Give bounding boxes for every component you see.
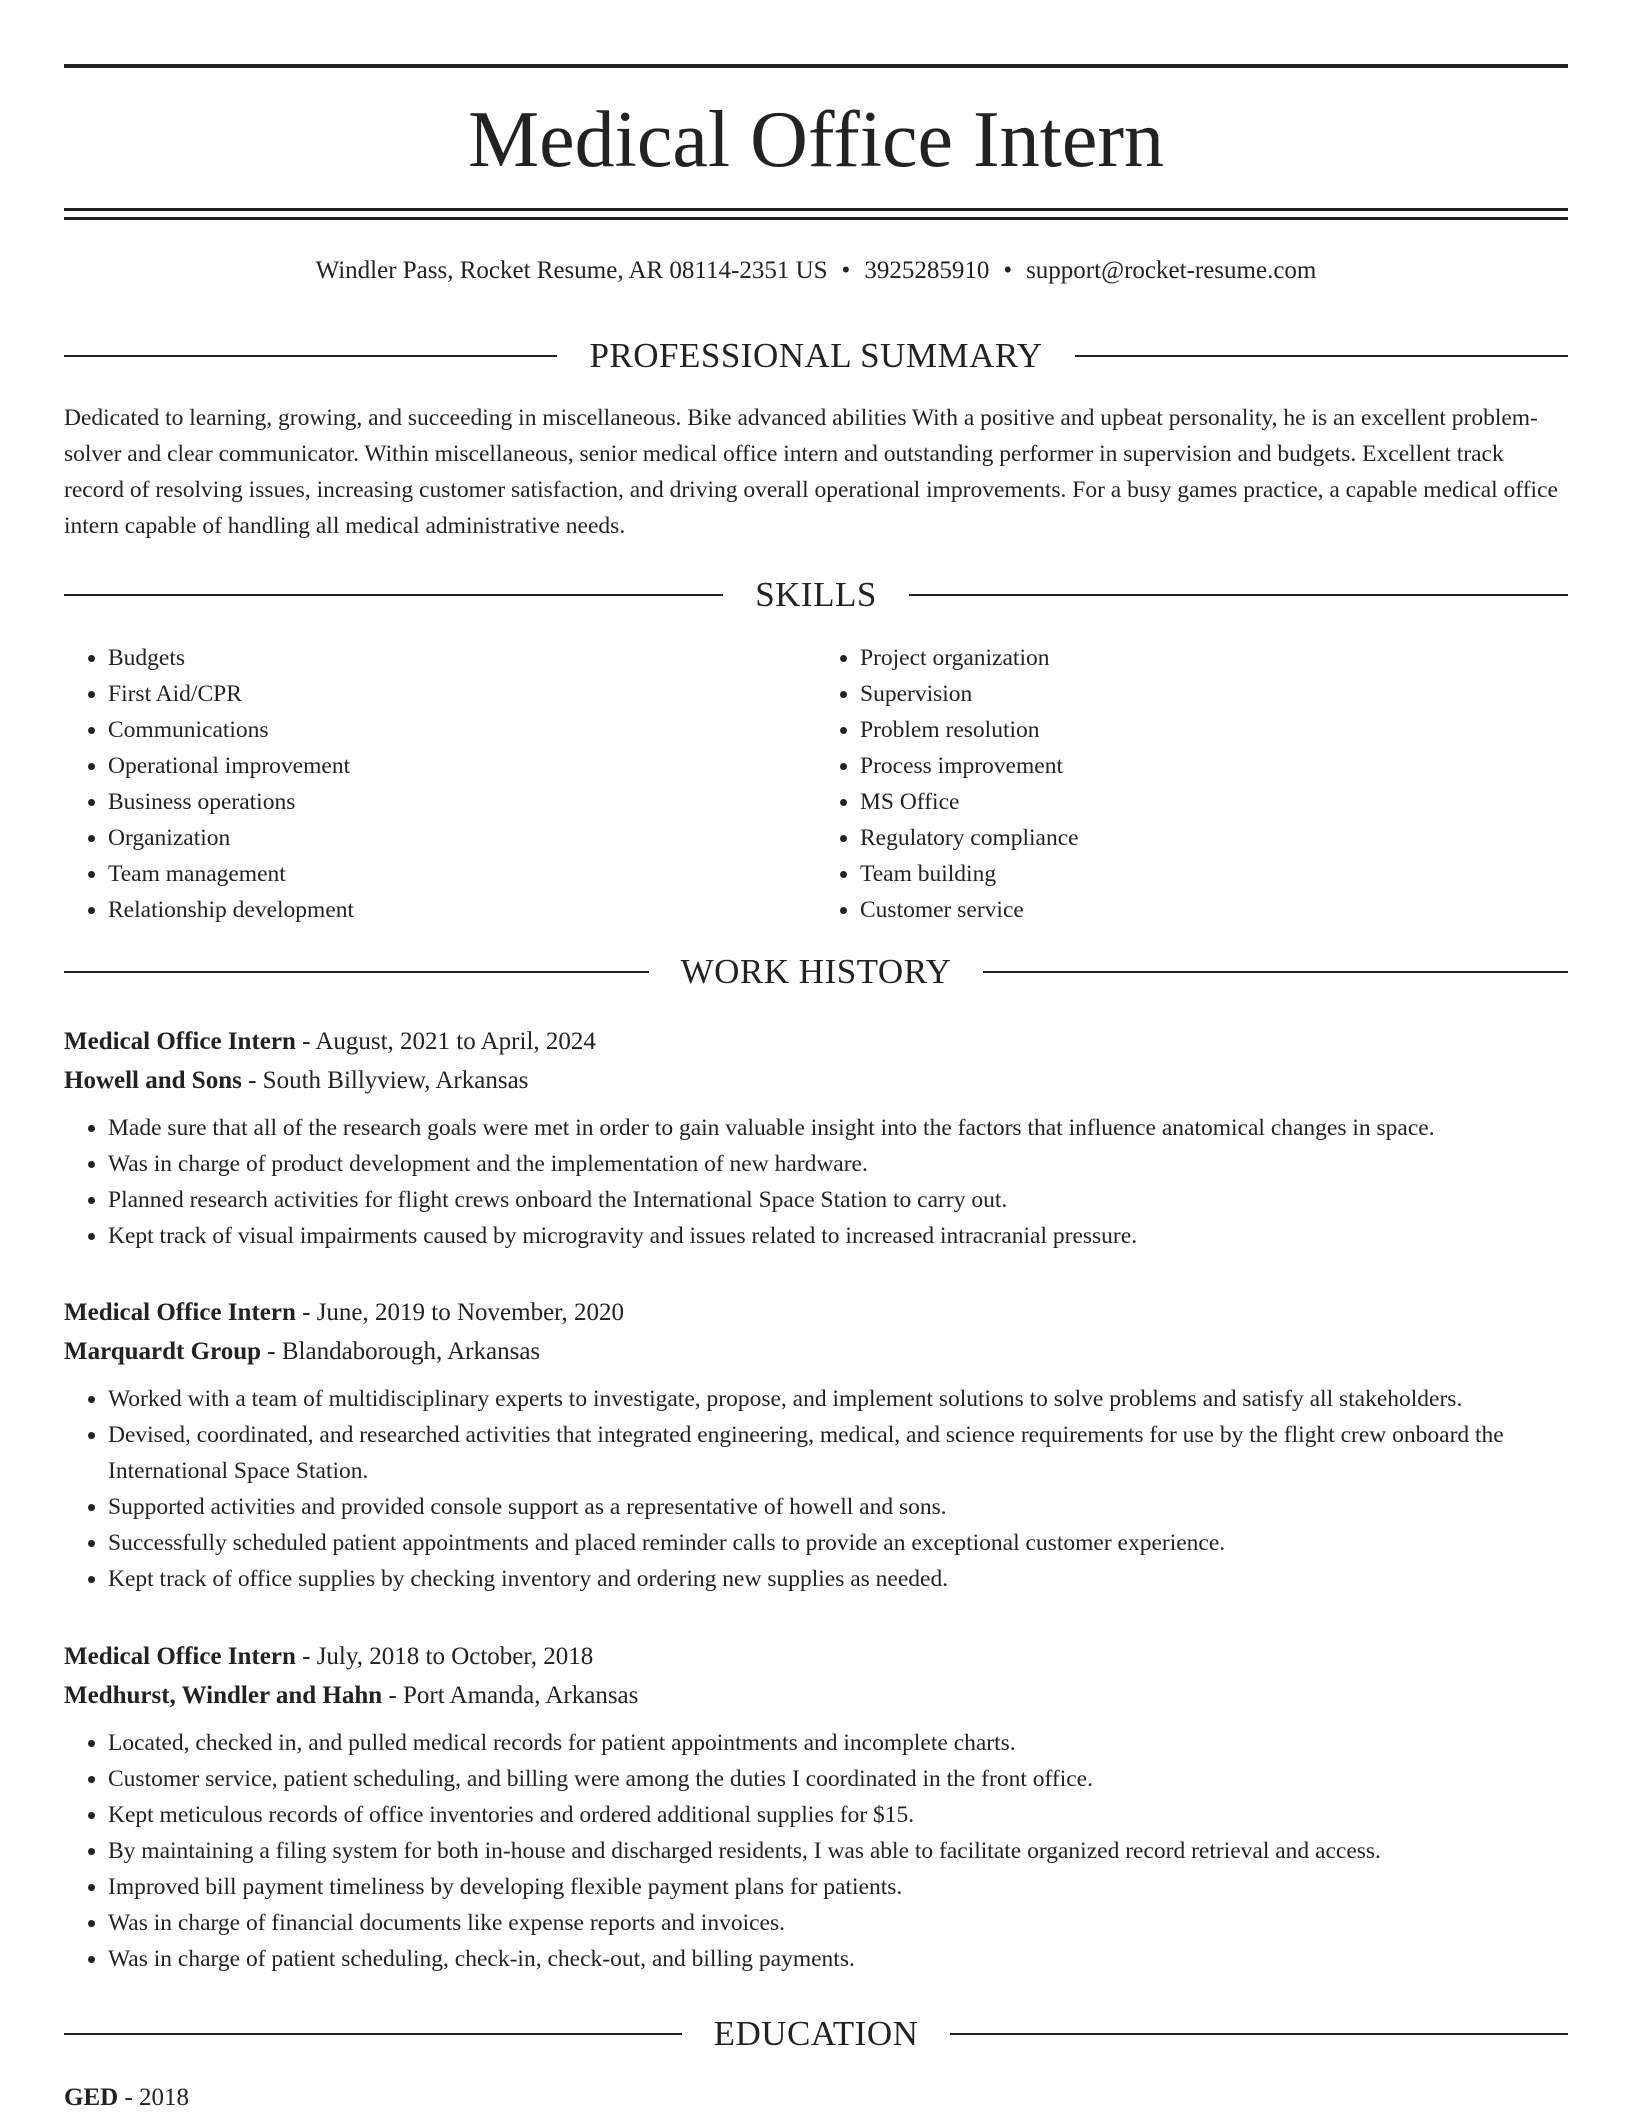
job-bullet: • Customer service, patient scheduling, and billing were among the duties I coordinated in the front office.	[108, 1761, 1568, 1797]
skill-item: • Customer service	[860, 892, 1568, 928]
job-bullet: • Supported activities and provided console support as a representative of howell and sons.	[108, 1489, 1568, 1525]
contact-email[interactable]: support@rocket-resume.com	[1026, 257, 1317, 284]
education-year: - 2018	[118, 2084, 190, 2111]
job-bullets	[64, 1110, 1568, 1254]
job-title-line	[64, 1637, 1568, 1676]
skill-item: • Team building	[860, 856, 1568, 892]
skill-item: • Communications	[108, 712, 816, 748]
job-company-line	[64, 1061, 1568, 1100]
contact-line	[64, 254, 1568, 288]
top-rule	[64, 64, 1568, 68]
education-degree: GED	[64, 2084, 119, 2111]
job-company-line	[64, 1676, 1568, 1715]
skill-item: • Business operations	[108, 784, 816, 820]
contact-separator: •	[841, 257, 851, 284]
job-entry	[64, 1022, 1568, 1254]
skill-item: • MS Office	[860, 784, 1568, 820]
section-title: SKILLS	[755, 575, 877, 614]
skill-item: • Relationship development	[108, 892, 816, 928]
job-bullet: • Was in charge of product development and the implementation of new hardware.	[108, 1146, 1568, 1182]
heading-rule	[64, 2033, 682, 2035]
job-dates: - August, 2021 to April, 2024	[295, 1028, 596, 1055]
skill-item: • Budgets	[108, 640, 816, 676]
section-title: EDUCATION	[713, 2014, 919, 2053]
skill-item: • Problem resolution	[860, 712, 1568, 748]
job-bullet: • Successfully scheduled patient appointments and placed reminder calls to provide an exceptional customer experience.	[108, 1525, 1568, 1561]
job-bullet: • Improved bill payment timeliness by developing flexible payment plans for patients.	[108, 1869, 1568, 1905]
section-heading-work	[64, 952, 1568, 992]
job-company: Medhurst, Windler and Hahn	[64, 1682, 383, 1709]
education-entry	[64, 2078, 1568, 2117]
job-bullet: • Kept track of visual impairments caused by microgravity and issues related to increased intracranial pressure.	[108, 1218, 1568, 1254]
section-title: PROFESSIONAL SUMMARY	[589, 336, 1043, 375]
job-bullet: • Kept track of office supplies by checking inventory and ordering new supplies as needed.	[108, 1561, 1568, 1597]
job-title: Medical Office Intern	[64, 1299, 296, 1326]
summary-text: Dedicated to learning, growing, and succeeding in miscellaneous. Bike advanced abilities With a positive and upbeat personality, he is an excellent problem-solver and clear communicator. Within miscellaneous, senior medical office intern and outstanding performer in supervision and budgets. Excellent track record of resolving issues, increasing customer satisfaction, and driving overall operational improvements. For a busy games practice, a capable medical office intern capable of handling all medical administrative needs.	[64, 405, 1558, 539]
job-bullet: • Devised, coordinated, and researched activities that integrated engineering, medical, and science requirements for use by the flight crew onboard the International Space Station.	[108, 1417, 1568, 1489]
heading-rule	[950, 2033, 1568, 2035]
section-title: WORK HISTORY	[680, 952, 952, 991]
heading-rule	[64, 971, 649, 973]
section-heading-skills	[64, 575, 1568, 615]
heading-rule	[64, 594, 723, 596]
heading-rule	[1075, 355, 1568, 357]
heading-rule	[64, 355, 557, 357]
skill-item: • Project organization	[860, 640, 1568, 676]
skill-item: • Supervision	[860, 676, 1568, 712]
job-title: Medical Office Intern	[64, 1643, 296, 1670]
skill-item: • Process improvement	[860, 748, 1568, 784]
job-company: Howell and Sons	[64, 1067, 242, 1094]
contact-phone: 3925285910	[864, 257, 990, 284]
job-location: - Port Amanda, Arkansas	[382, 1682, 639, 1709]
job-bullet: • By maintaining a filing system for both in-house and discharged residents, I was able to facilitate organized record retrieval and access.	[108, 1833, 1568, 1869]
job-entry	[64, 1637, 1568, 1977]
skill-item: • Regulatory compliance	[860, 820, 1568, 856]
job-bullet: • Worked with a team of multidisciplinary experts to investigate, propose, and implement solutions to solve problems and satisfy all stakeholders.	[108, 1381, 1568, 1417]
job-bullet: • Kept meticulous records of office inventories and ordered additional supplies for $15.	[108, 1797, 1568, 1833]
skills-column-right	[816, 640, 1568, 928]
heading-rule	[983, 971, 1568, 973]
job-bullets	[64, 1725, 1568, 1977]
skills-column-left	[64, 640, 816, 928]
job-title-line	[64, 1293, 1568, 1332]
job-company: Marquardt Group	[64, 1338, 262, 1365]
section-heading-education	[64, 2014, 1568, 2054]
skill-item: • First Aid/CPR	[108, 676, 816, 712]
job-title-line	[64, 1022, 1568, 1061]
job-location: - Blandaborough, Arkansas	[261, 1338, 541, 1365]
job-entry	[64, 1293, 1568, 1597]
title-double-rule	[64, 208, 1568, 220]
contact-address: Windler Pass, Rocket Resume, AR 08114-2351 US	[315, 257, 828, 284]
job-bullet: • Was in charge of patient scheduling, check-in, check-out, and billing payments.	[108, 1941, 1568, 1977]
job-bullet: • Made sure that all of the research goals were met in order to gain valuable insight into the factors that influence anatomical changes in space.	[108, 1110, 1568, 1146]
job-bullet: • Located, checked in, and pulled medical records for patient appointments and incomplete charts.	[108, 1725, 1568, 1761]
job-title: Medical Office Intern	[64, 1028, 296, 1055]
job-dates: - June, 2019 to November, 2020	[295, 1299, 624, 1326]
job-bullet: • Planned research activities for flight crews onboard the International Space Station to carry out.	[108, 1182, 1568, 1218]
job-dates: - July, 2018 to October, 2018	[295, 1643, 594, 1670]
contact-separator: •	[1003, 257, 1013, 284]
skill-item: • Team management	[108, 856, 816, 892]
job-location: - South Billyview, Arkansas	[241, 1067, 529, 1094]
heading-rule	[909, 594, 1568, 596]
skill-item: • Organization	[108, 820, 816, 856]
resume-title: Medical Office Intern	[468, 96, 1164, 184]
section-heading-summary	[64, 336, 1568, 376]
job-bullet: • Was in charge of financial documents like expense reports and invoices.	[108, 1905, 1568, 1941]
job-bullets	[64, 1381, 1568, 1597]
job-company-line	[64, 1332, 1568, 1371]
skills-list	[64, 640, 1568, 928]
skill-item: • Operational improvement	[108, 748, 816, 784]
